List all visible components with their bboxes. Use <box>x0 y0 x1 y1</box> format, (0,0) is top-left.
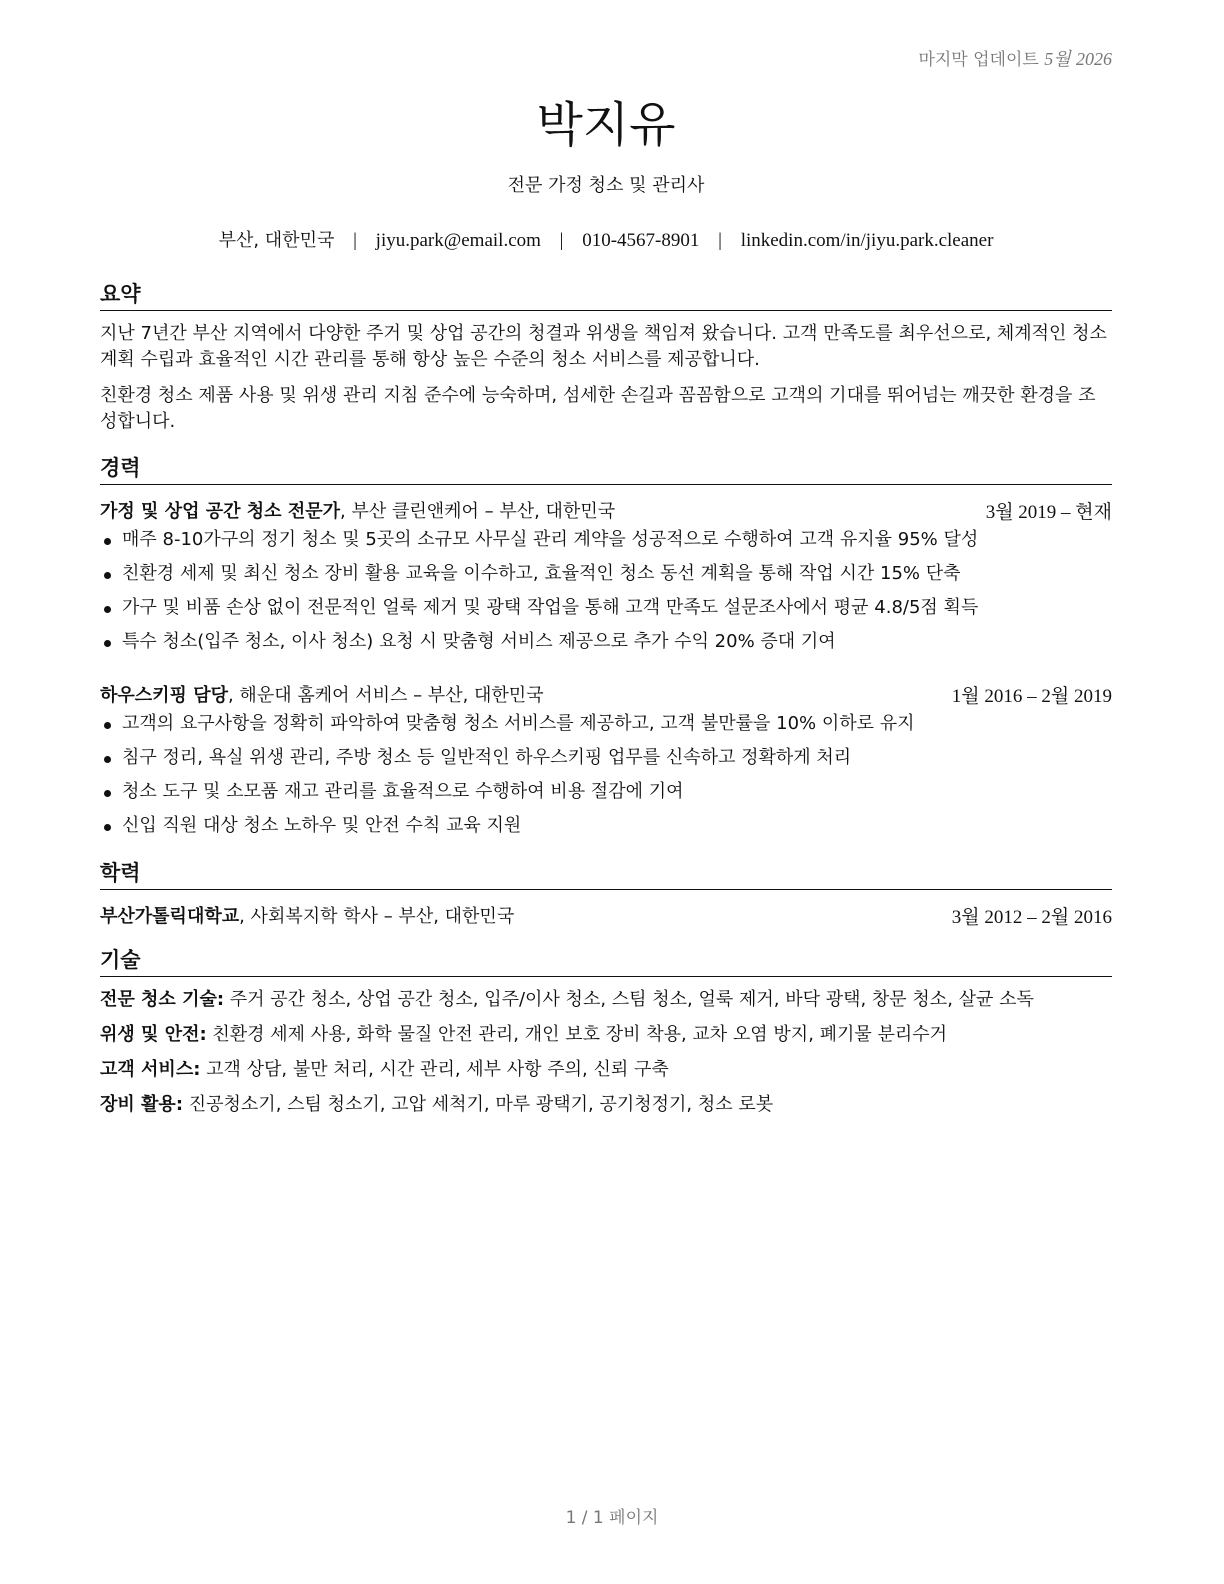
job-header-1 <box>100 497 1112 523</box>
resume-page <box>100 0 1112 1584</box>
job-bullets-2 <box>100 712 1112 848</box>
job-bullets-1 <box>100 528 1112 664</box>
list-item: 청소 도구 및 소모품 재고 관리를 효율적으로 수행하여 비용 절감에 기여 <box>100 780 1112 814</box>
contact-separator: | <box>353 230 357 251</box>
job-company: , 해운대 홈케어 서비스 – 부산, 대한민국 <box>227 685 544 706</box>
skill-value: 친환경 세제 사용, 화학 물질 안전 관리, 개인 보호 장비 착용, 교차 오염 방지, 폐기물 분리수거 <box>206 1024 948 1045</box>
candidate-subtitle: 전문 가정 청소 및 관리사 <box>507 175 705 196</box>
contact-email[interactable]: jiyu.park@email.com <box>375 230 541 251</box>
contact-separator: | <box>559 230 564 251</box>
candidate-name: 박지유 <box>536 97 676 153</box>
summary-paragraph-1: 지난 7년간 부산 지역에서 다양한 주거 및 상업 공간의 청결과 위생을 책임져 왔습니다. 고객 만족도를 최우선으로, 체계적인 청소 계획 수립과 효율적인 시간 관리를 통해 항상 높은 수준의 청소 서비스를 제공합니다. <box>100 323 1107 370</box>
section-heading-summary: 요약 <box>100 278 1112 311</box>
page-indicator: 1 / 1 <box>565 1508 604 1528</box>
job-date: 1월 2016 – 2월 2019 <box>951 686 1112 707</box>
page-footer <box>0 1503 1224 1528</box>
job-company: , 부산 클린앤케어 – 부산, 대한민국 <box>340 501 616 522</box>
contact-line <box>100 226 1112 252</box>
list-item: 친환경 세제 및 최신 청소 장비 활용 교육을 이수하고, 효율적인 청소 동선 계획을 통해 작업 시간 15% 단축 <box>100 562 1112 596</box>
contact-location: 부산, 대한민국 <box>218 230 335 251</box>
list-item: 신입 직원 대상 청소 노하우 및 안전 수칙 교육 지원 <box>100 814 1112 848</box>
contact-phone: 010-4567-8901 <box>582 230 700 251</box>
list-item: 특수 청소(입주 청소, 이사 청소) 요청 시 맞춤형 서비스 제공으로 추가 수익 20% 증대 기여 <box>100 630 1112 664</box>
skills-list <box>100 988 1112 1128</box>
skill-value: 주거 공간 청소, 상업 공간 청소, 입주/이사 청소, 스팀 청소, 얼룩 제거, 바닥 광택, 창문 청소, 살균 소독 <box>224 989 1034 1010</box>
skill-value: 진공청소기, 스팀 청소기, 고압 세척기, 마루 광택기, 공기청정기, 청소 로봇 <box>183 1094 774 1115</box>
skill-label: 고객 서비스: <box>100 1059 201 1080</box>
job-date: 3월 2019 – 현재 <box>985 502 1112 523</box>
page-label: 페이지 <box>609 1508 659 1528</box>
skill-row <box>100 1058 1112 1093</box>
section-heading-skills: 기술 <box>100 944 1112 977</box>
skill-label: 장비 활용: <box>100 1094 184 1115</box>
skill-row <box>100 1023 1112 1058</box>
skill-label: 전문 청소 기술: <box>100 989 225 1010</box>
list-item: 매주 8-10가구의 정기 청소 및 5곳의 소규모 사무실 관리 계약을 성공적으로 수행하여 고객 유지율 95% 달성 <box>100 528 1112 562</box>
skill-row <box>100 988 1112 1023</box>
list-item: 침구 정리, 욕실 위생 관리, 주방 청소 등 일반적인 하우스키핑 업무를 신속하고 정확하게 처리 <box>100 746 1112 780</box>
degree: , 사회복지학 학사 – 부산, 대한민국 <box>239 906 515 927</box>
skill-value: 고객 상담, 불만 처리, 시간 관리, 세부 사항 주의, 신뢰 구축 <box>200 1059 669 1080</box>
education-entry <box>100 902 1112 928</box>
skill-row <box>100 1093 1112 1128</box>
job-header-2 <box>100 681 1112 707</box>
contact-linkedin[interactable]: linkedin.com/in/jiyu.park.cleaner <box>740 230 994 251</box>
list-item: 고객의 요구사항을 정확히 파악하여 맞춤형 청소 서비스를 제공하고, 고객 불만률을 10% 이하로 유지 <box>100 712 1112 746</box>
school-name: 부산가톨릭대학교 <box>100 906 240 927</box>
summary-paragraph-2: 친환경 청소 제품 사용 및 위생 관리 지침 준수에 능숙하며, 섬세한 손길과 꼼꼼함으로 고객의 기대를 뛰어넘는 깨끗한 환경을 조성합니다. <box>100 385 1096 432</box>
job-title: 가정 및 상업 공간 청소 전문가 <box>100 501 340 522</box>
last-updated: 마지막 업데이트 5월 2026 <box>918 49 1112 70</box>
section-heading-education: 학력 <box>100 857 1112 890</box>
skill-label: 위생 및 안전: <box>100 1024 207 1045</box>
education-date: 3월 2012 – 2월 2016 <box>951 907 1112 928</box>
job-title: 하우스키핑 담당 <box>100 685 228 706</box>
contact-separator: | <box>718 230 722 251</box>
list-item: 가구 및 비품 손상 없이 전문적인 얼룩 제거 및 광택 작업을 통해 고객 만족도 설문조사에서 평균 4.8/5점 획득 <box>100 596 1112 630</box>
section-heading-experience: 경력 <box>100 452 1112 485</box>
